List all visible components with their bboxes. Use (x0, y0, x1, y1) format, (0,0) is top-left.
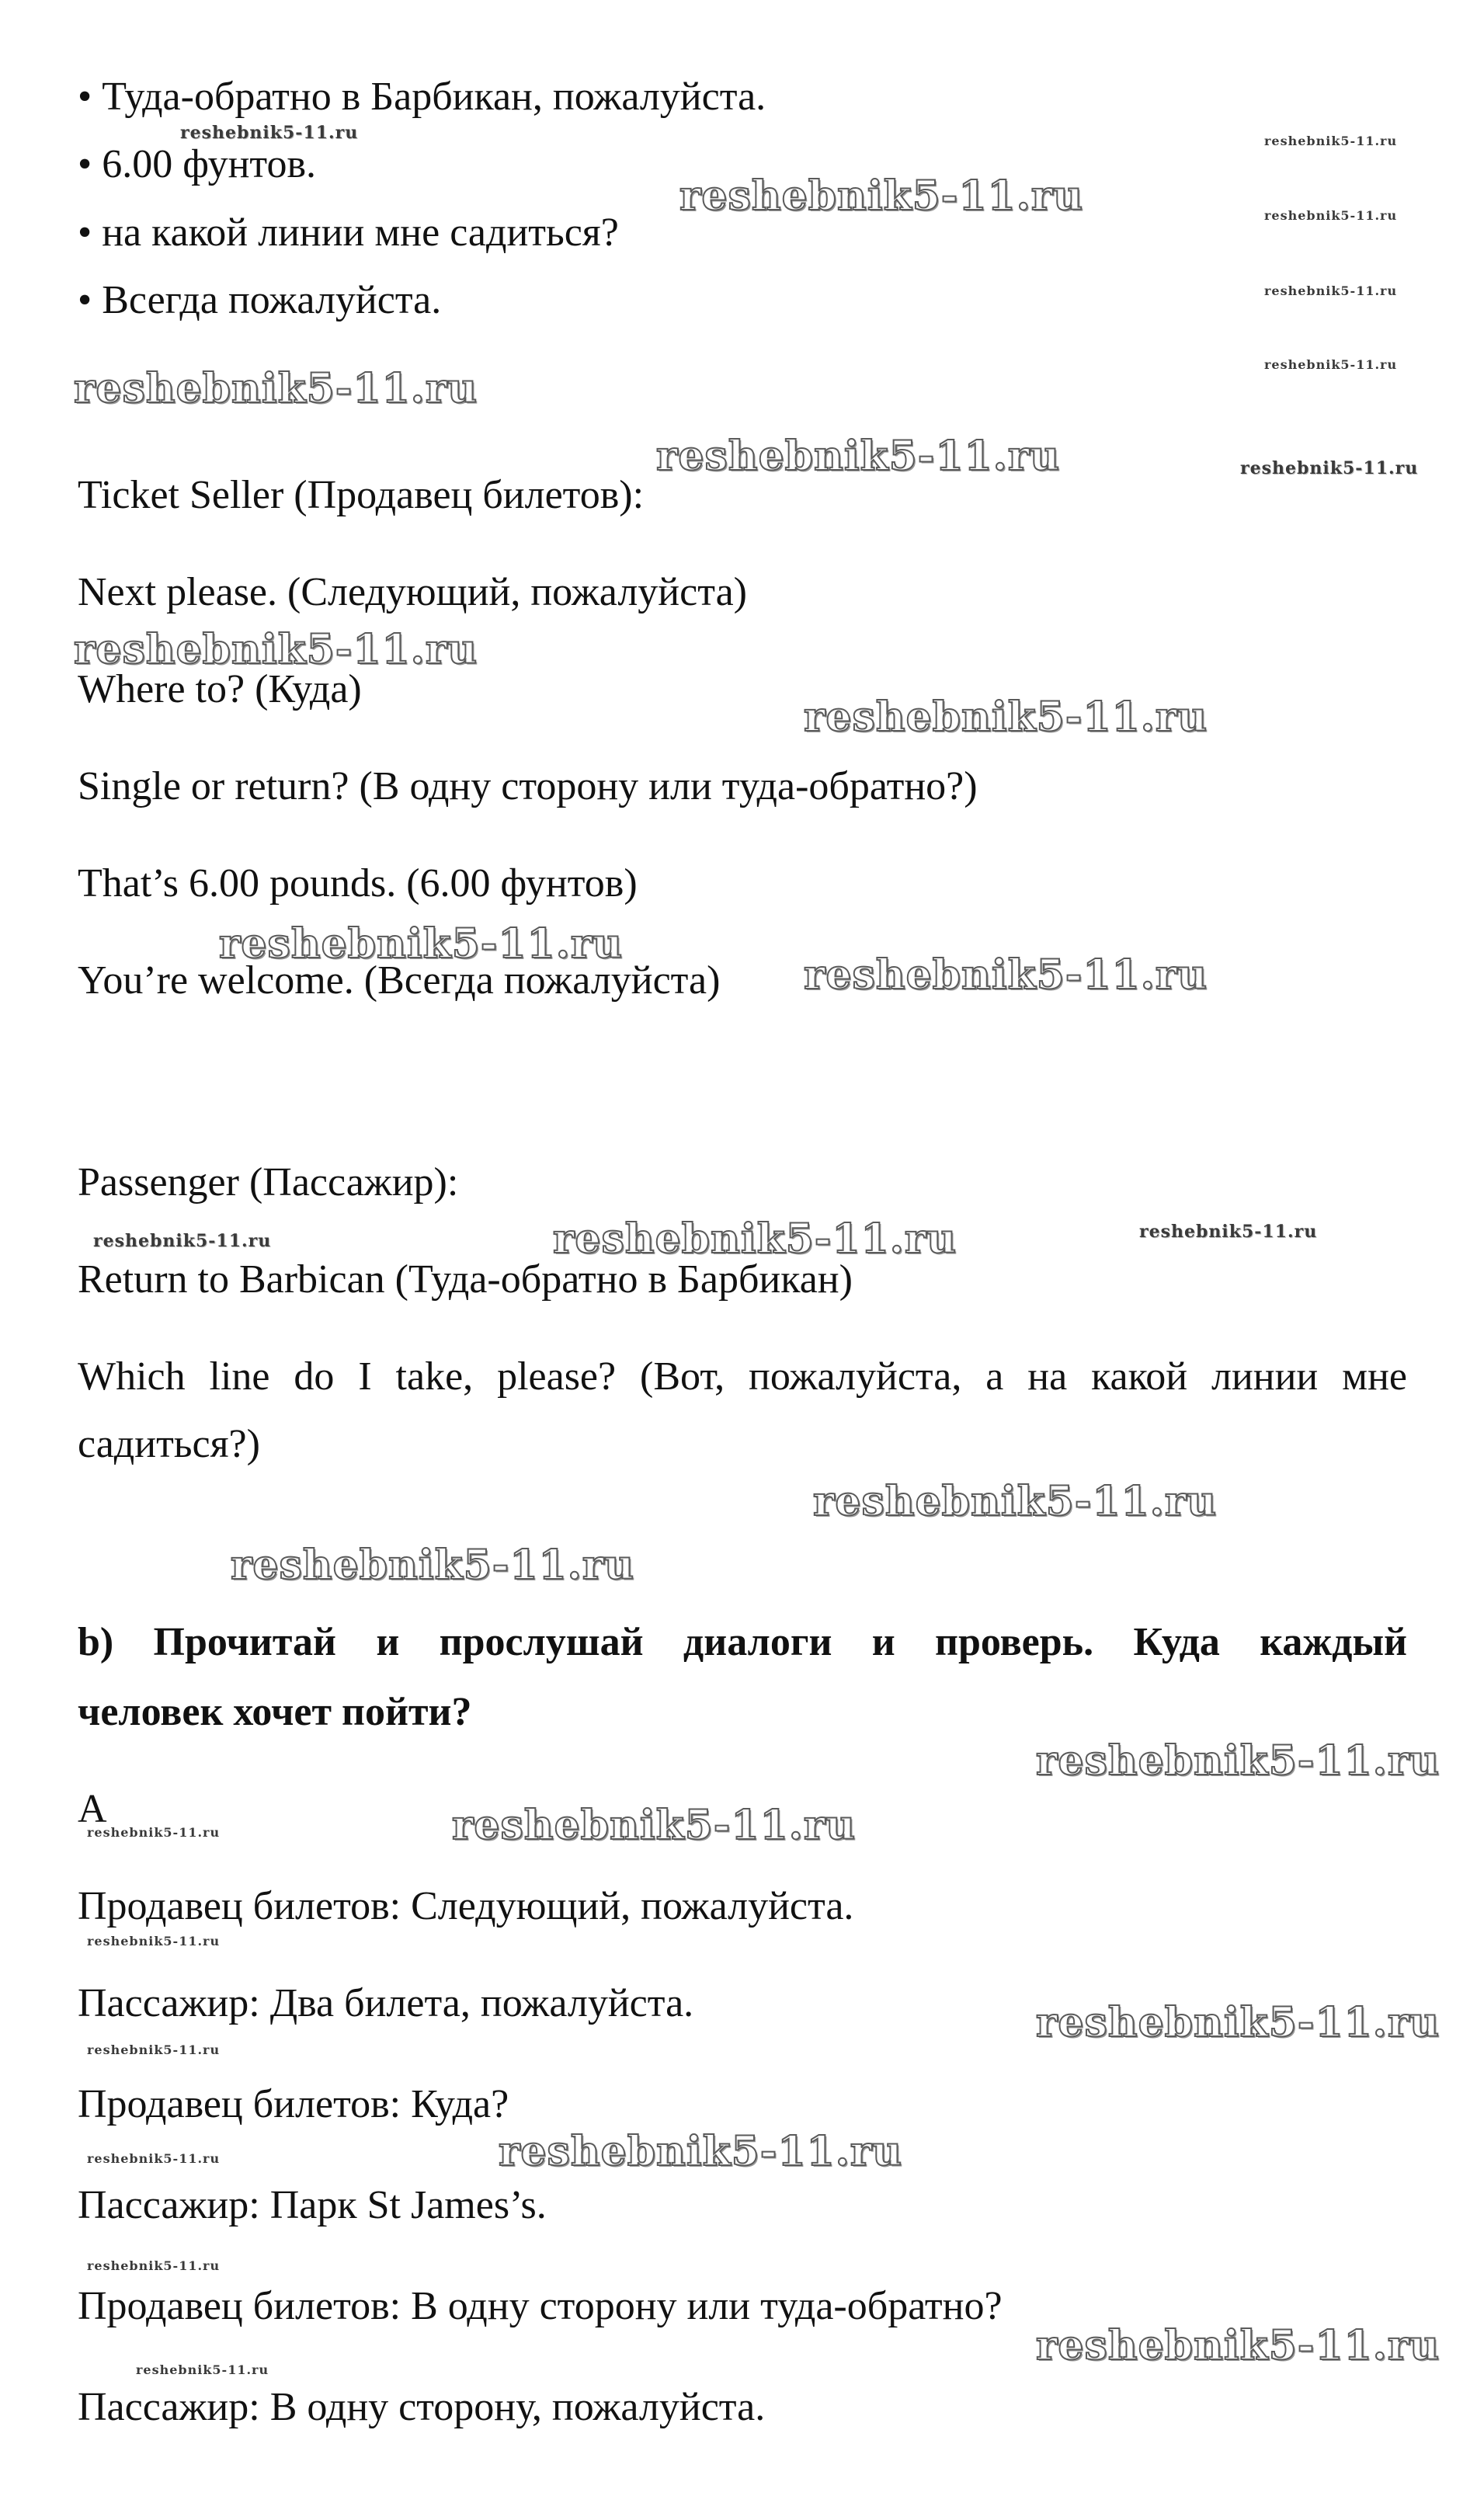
watermark: reshebnik5-11.ru (93, 1231, 272, 1251)
watermark: reshebnik5-11.ru (813, 1478, 1218, 1525)
bullet-round-trip-barbican: • Туда-обратно в Барбикан, пожалуйста. (78, 75, 766, 119)
ticket-seller-line: Where to? (Куда) (78, 667, 362, 711)
bullet-price: • 6.00 фунтов. (78, 142, 317, 186)
dialogue-line: Продавец билетов: Следующий, пожалуйста. (78, 1884, 854, 1928)
watermark: reshebnik5-11.ru (1139, 1222, 1318, 1242)
watermark: reshebnik5-11.ru (136, 2362, 269, 2377)
watermark: reshebnik5-11.ru (1036, 1737, 1441, 1785)
watermark: reshebnik5-11.ru (1264, 208, 1398, 223)
watermark: reshebnik5-11.ru (87, 2042, 221, 2057)
watermark: reshebnik5-11.ru (74, 626, 478, 673)
ticket-seller-heading: Ticket Seller (Продавец билетов): (78, 473, 645, 517)
watermark: reshebnik5-11.ru (87, 2258, 221, 2273)
watermark: reshebnik5-11.ru (804, 951, 1208, 999)
dialogue-line: Пассажир: Два билета, пожалуйста. (78, 1981, 694, 2025)
watermark: reshebnik5-11.ru (87, 1825, 221, 1840)
watermark: reshebnik5-11.ru (74, 365, 478, 412)
passenger-line: Which line do I take, please? (Вот, пожалуйста, а на какой линии мне (78, 1354, 1407, 1399)
dialogue-line: Продавец билетов: В одну сторону или туда-обратно? (78, 2284, 1003, 2328)
watermark: reshebnik5-11.ru (87, 1934, 221, 1949)
task-b-instruction-continued: человек хочет пойти? (78, 1690, 472, 1734)
watermark: reshebnik5-11.ru (1240, 458, 1419, 478)
watermark: reshebnik5-11.ru (231, 1542, 635, 1589)
watermark: reshebnik5-11.ru (87, 2151, 221, 2166)
dialogue-line: Пассажир: В одну сторону, пожалуйста. (78, 2385, 766, 2429)
task-b-instruction: b) Прочитай и прослушай диалоги и проверь. Куда каждый (78, 1620, 1407, 1664)
watermark: reshebnik5-11.ru (219, 920, 624, 968)
ticket-seller-line: You’re welcome. (Всегда пожалуйста) (78, 958, 721, 1003)
bullet-which-line: • на какой линии мне садиться? (78, 210, 619, 255)
watermark: reshebnik5-11.ru (1036, 1999, 1441, 2046)
ticket-seller-line: Next please. (Следующий, пожалуйста) (78, 570, 747, 614)
passenger-line: садиться?) (78, 1422, 260, 1466)
watermark: reshebnik5-11.ru (499, 2128, 903, 2175)
dialogue-line: Продавец билетов: Куда? (78, 2082, 509, 2126)
passenger-line: Return to Barbican (Туда-обратно в Барбикан) (78, 1257, 853, 1302)
passenger-heading: Passenger (Пассажир): (78, 1160, 459, 1205)
ticket-seller-line: Single or return? (В одну сторону или туда-обратно?) (78, 764, 978, 808)
watermark: reshebnik5-11.ru (452, 1802, 857, 1849)
watermark: reshebnik5-11.ru (1036, 2322, 1441, 2369)
watermark: reshebnik5-11.ru (553, 1215, 957, 1263)
ticket-seller-line: That’s 6.00 pounds. (6.00 фунтов) (78, 861, 638, 906)
watermark: reshebnik5-11.ru (656, 433, 1061, 480)
watermark: reshebnik5-11.ru (1264, 357, 1398, 372)
watermark: reshebnik5-11.ru (1264, 134, 1398, 148)
bullet-you-are-welcome: • Всегда пожалуйста. (78, 278, 442, 322)
watermark: reshebnik5-11.ru (679, 172, 1084, 220)
watermark: reshebnik5-11.ru (1264, 283, 1398, 298)
dialogue-line: Пассажир: Парк St James’s. (78, 2183, 547, 2227)
watermark: reshebnik5-11.ru (180, 123, 359, 143)
watermark: reshebnik5-11.ru (804, 694, 1208, 741)
dialogue-a-label: A (78, 1787, 107, 1831)
